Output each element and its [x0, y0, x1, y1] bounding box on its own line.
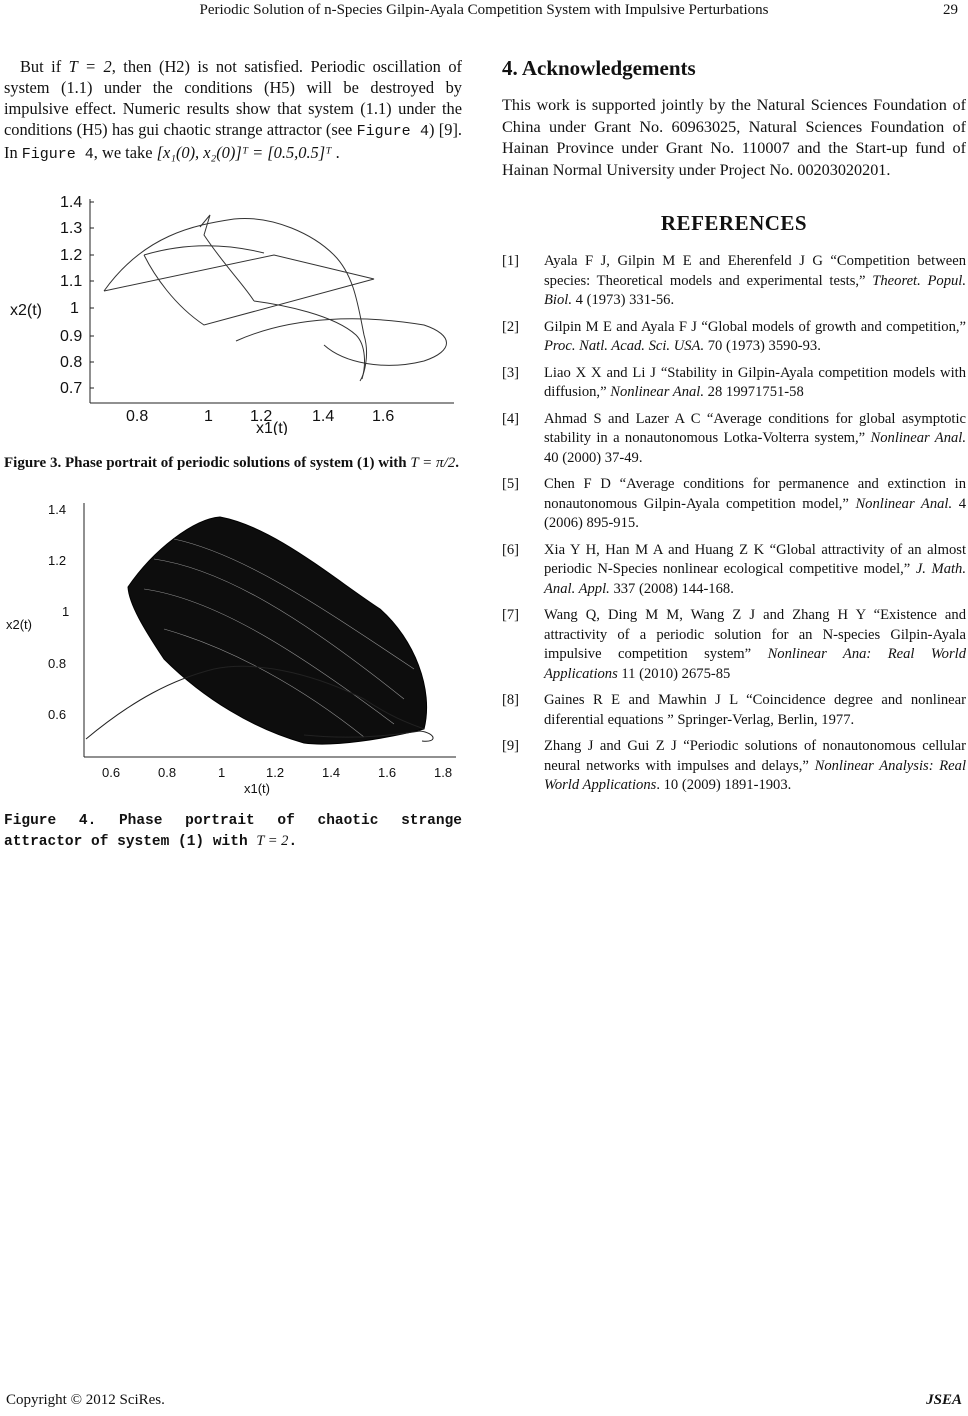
figure-4-caption: Figure 4. Phase portrait of chaotic strange attractor of system (1) with T = 2.	[4, 813, 462, 850]
x-tick-label: 1.2	[266, 765, 285, 780]
reference-item: [6] Xia Y H, Han M A and Huang Z K “Global attractivity of an almost periodic N-Species nonlinear ecological competitive model,” J. Math. Anal. Appl. 337 (2008) 144-168.	[502, 541, 966, 597]
page-footer	[6, 1392, 962, 1412]
y-tick-labels	[60, 195, 82, 397]
acknowledgements-text: This work is supported jointly by the Natural Sciences Foundation of China under Grant No. 60963025, Natural Sciences Foundation of Hainan Province under Grant No. 110007 and the Start-up fund of Hainan Normal University under Project No. 00203020201.	[502, 96, 966, 179]
reference-item: [9] Zhang J and Gui Z J “Periodic solutions of nonautonomous cellular neural networks with impulses and delays,” Nonlinear Analysis: Real World Applications. 10 (2009) 1891-1903.	[502, 738, 967, 793]
y-tick-label: 1.2	[60, 247, 83, 264]
section-heading-acknowledgements: 4. Acknowledgements	[502, 56, 696, 80]
references-heading: REFERENCES	[660, 211, 808, 235]
y-tick-labels	[48, 502, 69, 722]
figure-4-plot	[4, 499, 462, 799]
left-column	[4, 56, 462, 852]
reference-item: [4] Ahmad S and Lazer A C “Average conditions for global asymptotic stability in a nonautonomous Lotka-Volterra system,” Nonlinear Anal. 40 (2000) 37-49.	[502, 410, 966, 466]
x-tick-label: 0.6	[102, 765, 121, 780]
x-tick-label: 1	[218, 765, 226, 780]
reference-list	[502, 252, 966, 796]
y-tick-label: 1.2	[48, 553, 67, 568]
x-tick-label: 1.8	[434, 765, 453, 780]
x-tick-label: 1.6	[372, 408, 395, 425]
x-tick-label: 1.4	[322, 765, 341, 780]
phase-curves	[104, 215, 447, 381]
caption-math: T = π/2	[410, 455, 456, 471]
x-axis-label: x1(t)	[244, 781, 270, 796]
y-tick-label: 1.3	[60, 220, 83, 237]
x-tick-label: 0.8	[158, 765, 177, 780]
reference-item: [8] Gaines R E and Mawhin J L “Coincidence degree and nonlinear diferential equations ” Springer-Verlag, Berlin, 1977.	[502, 692, 966, 728]
x-axis-label: x1(t)	[256, 420, 288, 435]
inline-math: T = 2	[68, 57, 112, 76]
journal-abbrev: JSEA	[926, 1392, 962, 1408]
right-column	[502, 56, 966, 803]
y-tick-label: 1.1	[60, 273, 83, 290]
reference-item: [1] Ayala F J, Gilpin M E and Eherenfeld J G “Competition between species: Theoretical models and experimental tests,” Theoret. Popul. Biol. 4 (1973) 331-56.	[502, 253, 966, 308]
y-tick-label: 1.4	[60, 195, 83, 211]
y-tick-label: 0.7	[60, 380, 83, 397]
y-tick-label: 0.9	[60, 328, 83, 345]
figure-4-link[interactable]: Figure 4	[21, 146, 94, 163]
figure-4	[4, 499, 462, 799]
y-tick-label: 0.8	[48, 656, 67, 671]
x-tick-labels	[102, 765, 452, 780]
y-axis-label: x2(t)	[10, 302, 42, 319]
running-title: Periodic Solution of n-Species Gilpin-Ayala Competition System with Impulsive Perturbations	[199, 2, 769, 18]
x-tick-label: 1.2	[250, 408, 273, 425]
copyright-notice: Copyright © 2012 SciRes.	[6, 1392, 165, 1408]
figure-3-plot	[4, 195, 462, 435]
y-tick-label: 1	[62, 604, 70, 619]
y-axis-label: x2(t)	[6, 617, 32, 632]
y-tick-label: 1	[70, 300, 79, 317]
page-number: 29	[943, 2, 958, 18]
figure-3	[4, 195, 462, 435]
x-tick-label: 1.6	[378, 765, 397, 780]
y-tick-label: 0.6	[48, 707, 67, 722]
figure-4-link[interactable]: Figure 4	[356, 123, 429, 140]
caption-math: T = 2	[256, 833, 289, 849]
inline-math: [x₁(0), x₂(0)]ᵀ = [0.5,0.5]ᵀ	[156, 143, 332, 162]
reference-item: [7] Wang Q, Ding M M, Wang Z J and Zhang H Y “Existence and attractivity of a periodic solution for an N-species Gilpin-Ayala impulsive competition system” Nonlinear Ana: Real World Applications 11 (2010) 2675-85	[502, 607, 966, 682]
x-tick-label: 0.8	[126, 408, 149, 425]
body-paragraph: But if T = 2, then (H2) is not satisfied. Periodic oscillation of system (1.1) under the conditions (H5) will be destroyed by impulsive effect. Numeric results show that system (1.1) under the conditions (H5) has gui chaotic strange attractor (see Figure 4) [9]. In Figure 4, we take [x₁(0), x₂(0)]ᵀ = [0.5,0.5]ᵀ .	[4, 57, 463, 163]
x-tick-label: 1	[204, 408, 213, 425]
y-tick-label: 1.4	[48, 502, 67, 517]
y-tick-label: 0.8	[60, 354, 83, 371]
x-tick-label: 1.4	[312, 408, 335, 425]
reference-item: [3] Liao X X and Li J “Stability in Gilpin-Ayala competition models with diffusion,” Nonlinear Anal. 28 19971751-58	[502, 364, 966, 400]
figure-3-caption: Figure 3. Phase portrait of periodic solutions of system (1) with T = π/2.	[4, 455, 459, 471]
reference-item: [5] Chen F D “Average conditions for permanence and extinction in nonautonomous Gilpin-Ayala competition model,” Nonlinear Anal. 4 (2006) 895-915.	[502, 476, 966, 531]
reference-item: [2] Gilpin M E and Ayala F J “Global models of growth and competition,” Proc. Natl. Acad. Sci. USA. 70 (1973) 3590-93.	[502, 318, 966, 354]
page-header	[0, 2, 968, 22]
